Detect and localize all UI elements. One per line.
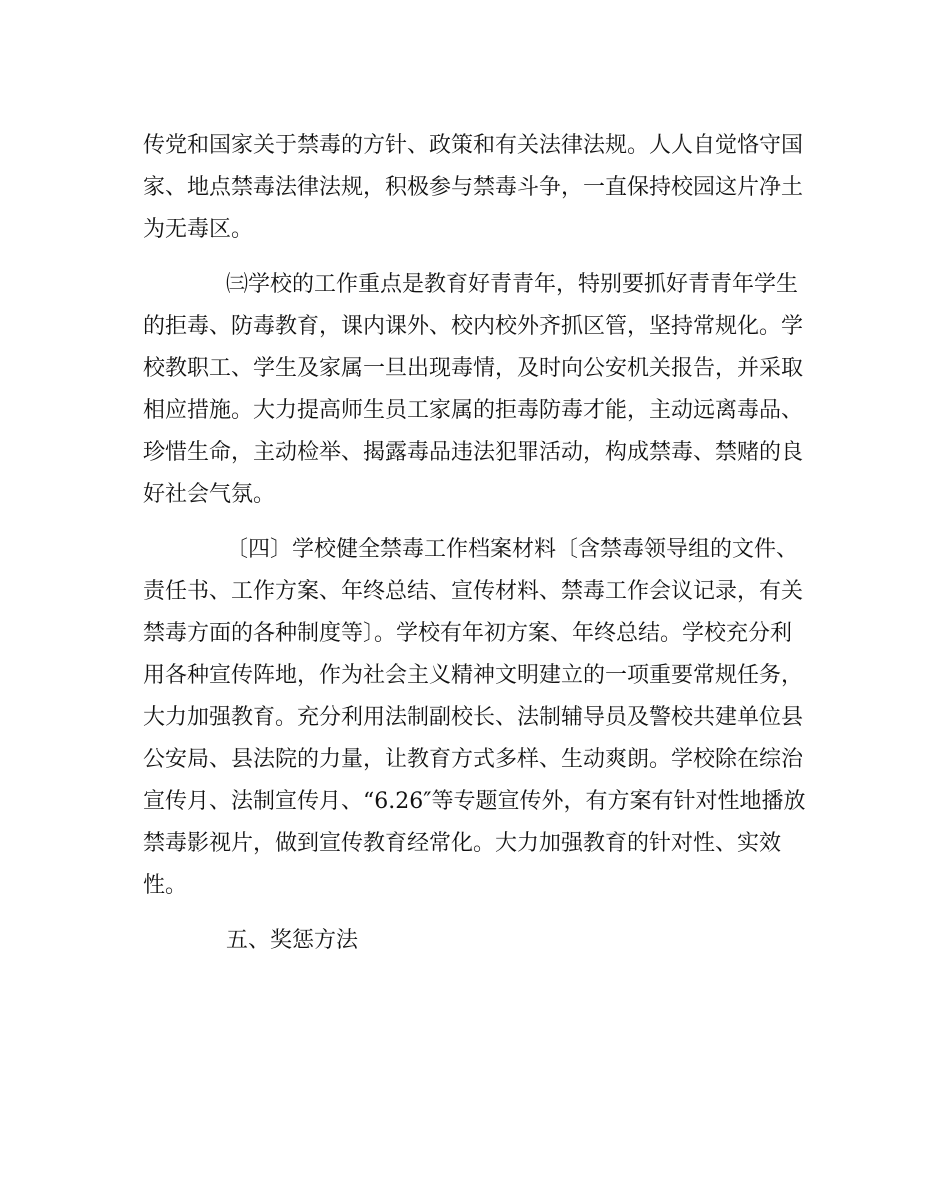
paragraph-four (143, 529, 808, 907)
text-line: 大力加强教育。充分利用法制副校长、法制辅导员及警校共建单位县 (143, 705, 804, 730)
text-line: 珍惜生命，主动检举、揭露毒品违法犯罪活动，构成禁毒、禁赌的良 (143, 440, 804, 465)
text-line: 宣传月、法制宣传月、“6.26″等专题宣传外，有方案有针对性地播放 (143, 789, 806, 814)
paragraph-three (143, 264, 808, 516)
text-line: 好社会气氛。 (143, 482, 276, 507)
text-line: 相应措施。大力提高师生员工家属的拒毒防毒才能，主动远离毒品、 (143, 398, 804, 423)
text-line: 责任书、工作方案、年终总结、宣传材料、禁毒工作会议记录，有关 (143, 579, 804, 604)
text-line: 禁毒方面的各种制度等〕。学校有年初方案、年终总结。学校充分利 (143, 621, 793, 646)
text-line: 用各种宣传阵地，作为社会主义精神文明建立的一项重要常规任务， (143, 663, 804, 688)
section-heading-rewards-penalties (143, 920, 808, 962)
text-line: ㈢学校的工作重点是教育好青青年，特别要抓好青青年学生 (226, 272, 799, 297)
document-body (143, 125, 808, 962)
text-line: 〔四〕学校健全禁毒工作档案材料〔含禁毒领导组的文件、 (226, 537, 799, 562)
text-line: 性。 (143, 873, 188, 898)
text-line: 家、地点禁毒法律法规，积极参与禁毒斗争，一直保持校园这片净土 (143, 175, 804, 200)
text-line: 的拒毒、防毒教育，课内课外、校内校外齐抓区管，坚持常规化。学 (143, 314, 804, 339)
text-line: 为无毒区。 (143, 217, 254, 242)
text-line: 禁毒影视片，做到宣传教育经常化。大力加强教育的针对性、实效 (143, 831, 782, 856)
text-line: 校教职工、学生及家属一旦出现毒情，及时向公安机关报告，并采取 (143, 356, 804, 381)
paragraph-continuation (143, 125, 808, 251)
text-line: 公安局、县法院的力量，让教育方式多样、生动爽朗。学校除在综治 (143, 747, 804, 772)
text-line: 传党和国家关于禁毒的方针、政策和有关法律法规。人人自觉恪守国 (143, 133, 804, 158)
section-heading: 五、奖惩方法 (226, 928, 359, 953)
